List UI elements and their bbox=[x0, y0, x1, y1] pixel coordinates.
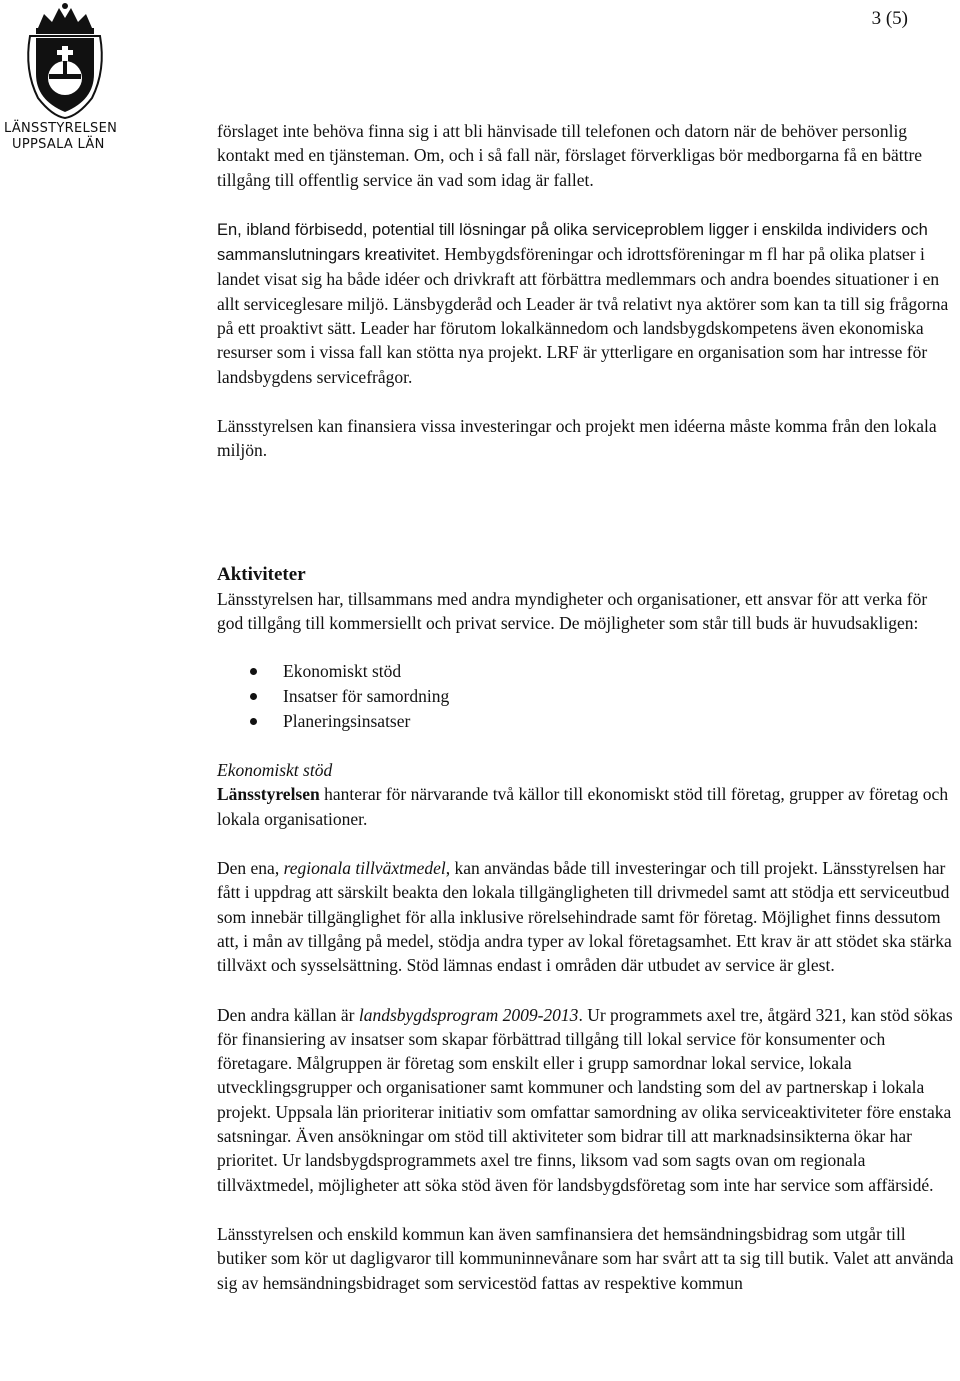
bullet-icon bbox=[250, 693, 257, 700]
paragraph-4: Länsstyrelsen har, tillsammans med andra myndigheter och organisationer, ett ansvar för att verka för god tillgång till kommersiellt och privat service. De möjligheter som står till buds är huvudsakligen: bbox=[217, 588, 928, 633]
paragraph-2 bbox=[217, 217, 957, 389]
paragraph-2-serif-part: Hembygdsföreningar och idrottsföreningar m fl har på olika platser i landet visat sig ha både idéer och drivkraft att förbättra medlemmars och andra boendes situationer i en allt serviceglesare miljö. Länsbygderåd och Leader är två relativt nya aktörer som kan ta till sig frågorna på ett proaktivt sätt. Leader har förutom lokalkännedom och landsbygdskompetens även ekonomiska resurser som i vissa fall kan stötta nya projekt. LRF är ytterligare en organisation som har intresse för landsbygdens servicefrågor. bbox=[217, 244, 949, 387]
section-heading-aktiviteter: Aktiviteter bbox=[217, 563, 306, 585]
logo-text bbox=[4, 121, 132, 153]
logo bbox=[0, 0, 130, 160]
paragraph-8: Länsstyrelsen och enskild kommun kan även samfinansiera det hemsändningsbidrag som utgår till butiker som kör ut dagligvaror till kommuninnevånare som har svårt att ta sig till butik. Valet att använda sig av hemsändningsbidraget som servicestöd fattas av respektive kommun bbox=[217, 1223, 954, 1293]
page-number: 3 (5) bbox=[871, 8, 908, 29]
bullet-icon bbox=[250, 668, 257, 675]
document-body bbox=[217, 119, 957, 1295]
logo-line-2: UPPSALA LÄN bbox=[12, 137, 105, 152]
paragraph-2-sans-part: En, ibland förbisedd, potential till lösningar på olika serviceproblem ligger i enskilda individers och sammanslutningars kreativitet. bbox=[217, 220, 928, 265]
county-crest-icon bbox=[0, 0, 130, 120]
paragraph-5: Länsstyrelsen hanterar för närvarande två källor till ekonomiskt stöd till företag, grupper av företag och lokala organisationer. bbox=[217, 784, 949, 829]
subheading-ekonomiskt-stod: Ekonomiskt stöd bbox=[217, 760, 333, 781]
paragraph-1: förslaget inte behöva finna sig i att bli hänvisade till telefonen och datorn när de behöver personlig kontakt med en tjänsteman. Om, och i så fall när, förslaget förverkligas bör medborgarna få en bättre tillgång till offentlig service än vad som idag är fallet. bbox=[217, 121, 923, 190]
list-item: Ekonomiskt stöd bbox=[217, 659, 957, 684]
paragraph-7: Den andra källan är landsbygdsprogram 2009-2013. Ur programmets axel tre, åtgärd 321, kan stöd sökas för finansiering av insatser som skapar förbättrad tillgång till lokal service för konsumenter och företagare. Målgruppen är företag som enskilt eller i grupp samordnar lokal service, lokala utvecklingsgrupper och organisationer samt kommuner och landsting som del av partnerskap i lokala projekt. Uppsala län prioriterar initiativ som omfattar samordning av olika serviceaktiviteter före enstaka satsningar. Även ansökningar om stöd till aktiviteter som bidrar till att marknadsinsikterna ökar har prioritet. Ur landsbygdsprogrammets axel tre finns, liksom vad som sagts ovan om regionala tillväxtmedel, möjligheter att söka stöd även för landsbygdsföretag som inte har service som affärsidé. bbox=[217, 1004, 953, 1195]
logo-line-1: LÄNSSTYRELSEN bbox=[4, 121, 118, 136]
list-item: Planeringsinsatser bbox=[217, 709, 957, 734]
paragraph-3: Länsstyrelsen kan finansiera vissa investeringar och projekt men idéerna måste komma från den lokala miljön. bbox=[217, 415, 937, 461]
paragraph-6: Den ena, regionala tillväxtmedel, kan användas både till investeringar och till projekt. Länsstyrelsen har fått i uppdrag att särskilt beakta den lokala tillgängligheten till drivmedel samt att stödja ett serviceutbud som innebär tillgänglighet för alla inklusive rörelsehindrade samt för företag. Möjlighet finns dessutom att, i mån av tillgång på medel, stödja andra typer av lokal företagsamhet. Ett krav är att stödet ska stärka tillväxt och sysselsättning. Stöd lämnas endast i områden där utbudet av service är glest. bbox=[217, 858, 952, 976]
list-item: Insatser för samordning bbox=[217, 684, 957, 709]
bullet-icon bbox=[250, 718, 257, 725]
bullet-list bbox=[217, 659, 957, 734]
